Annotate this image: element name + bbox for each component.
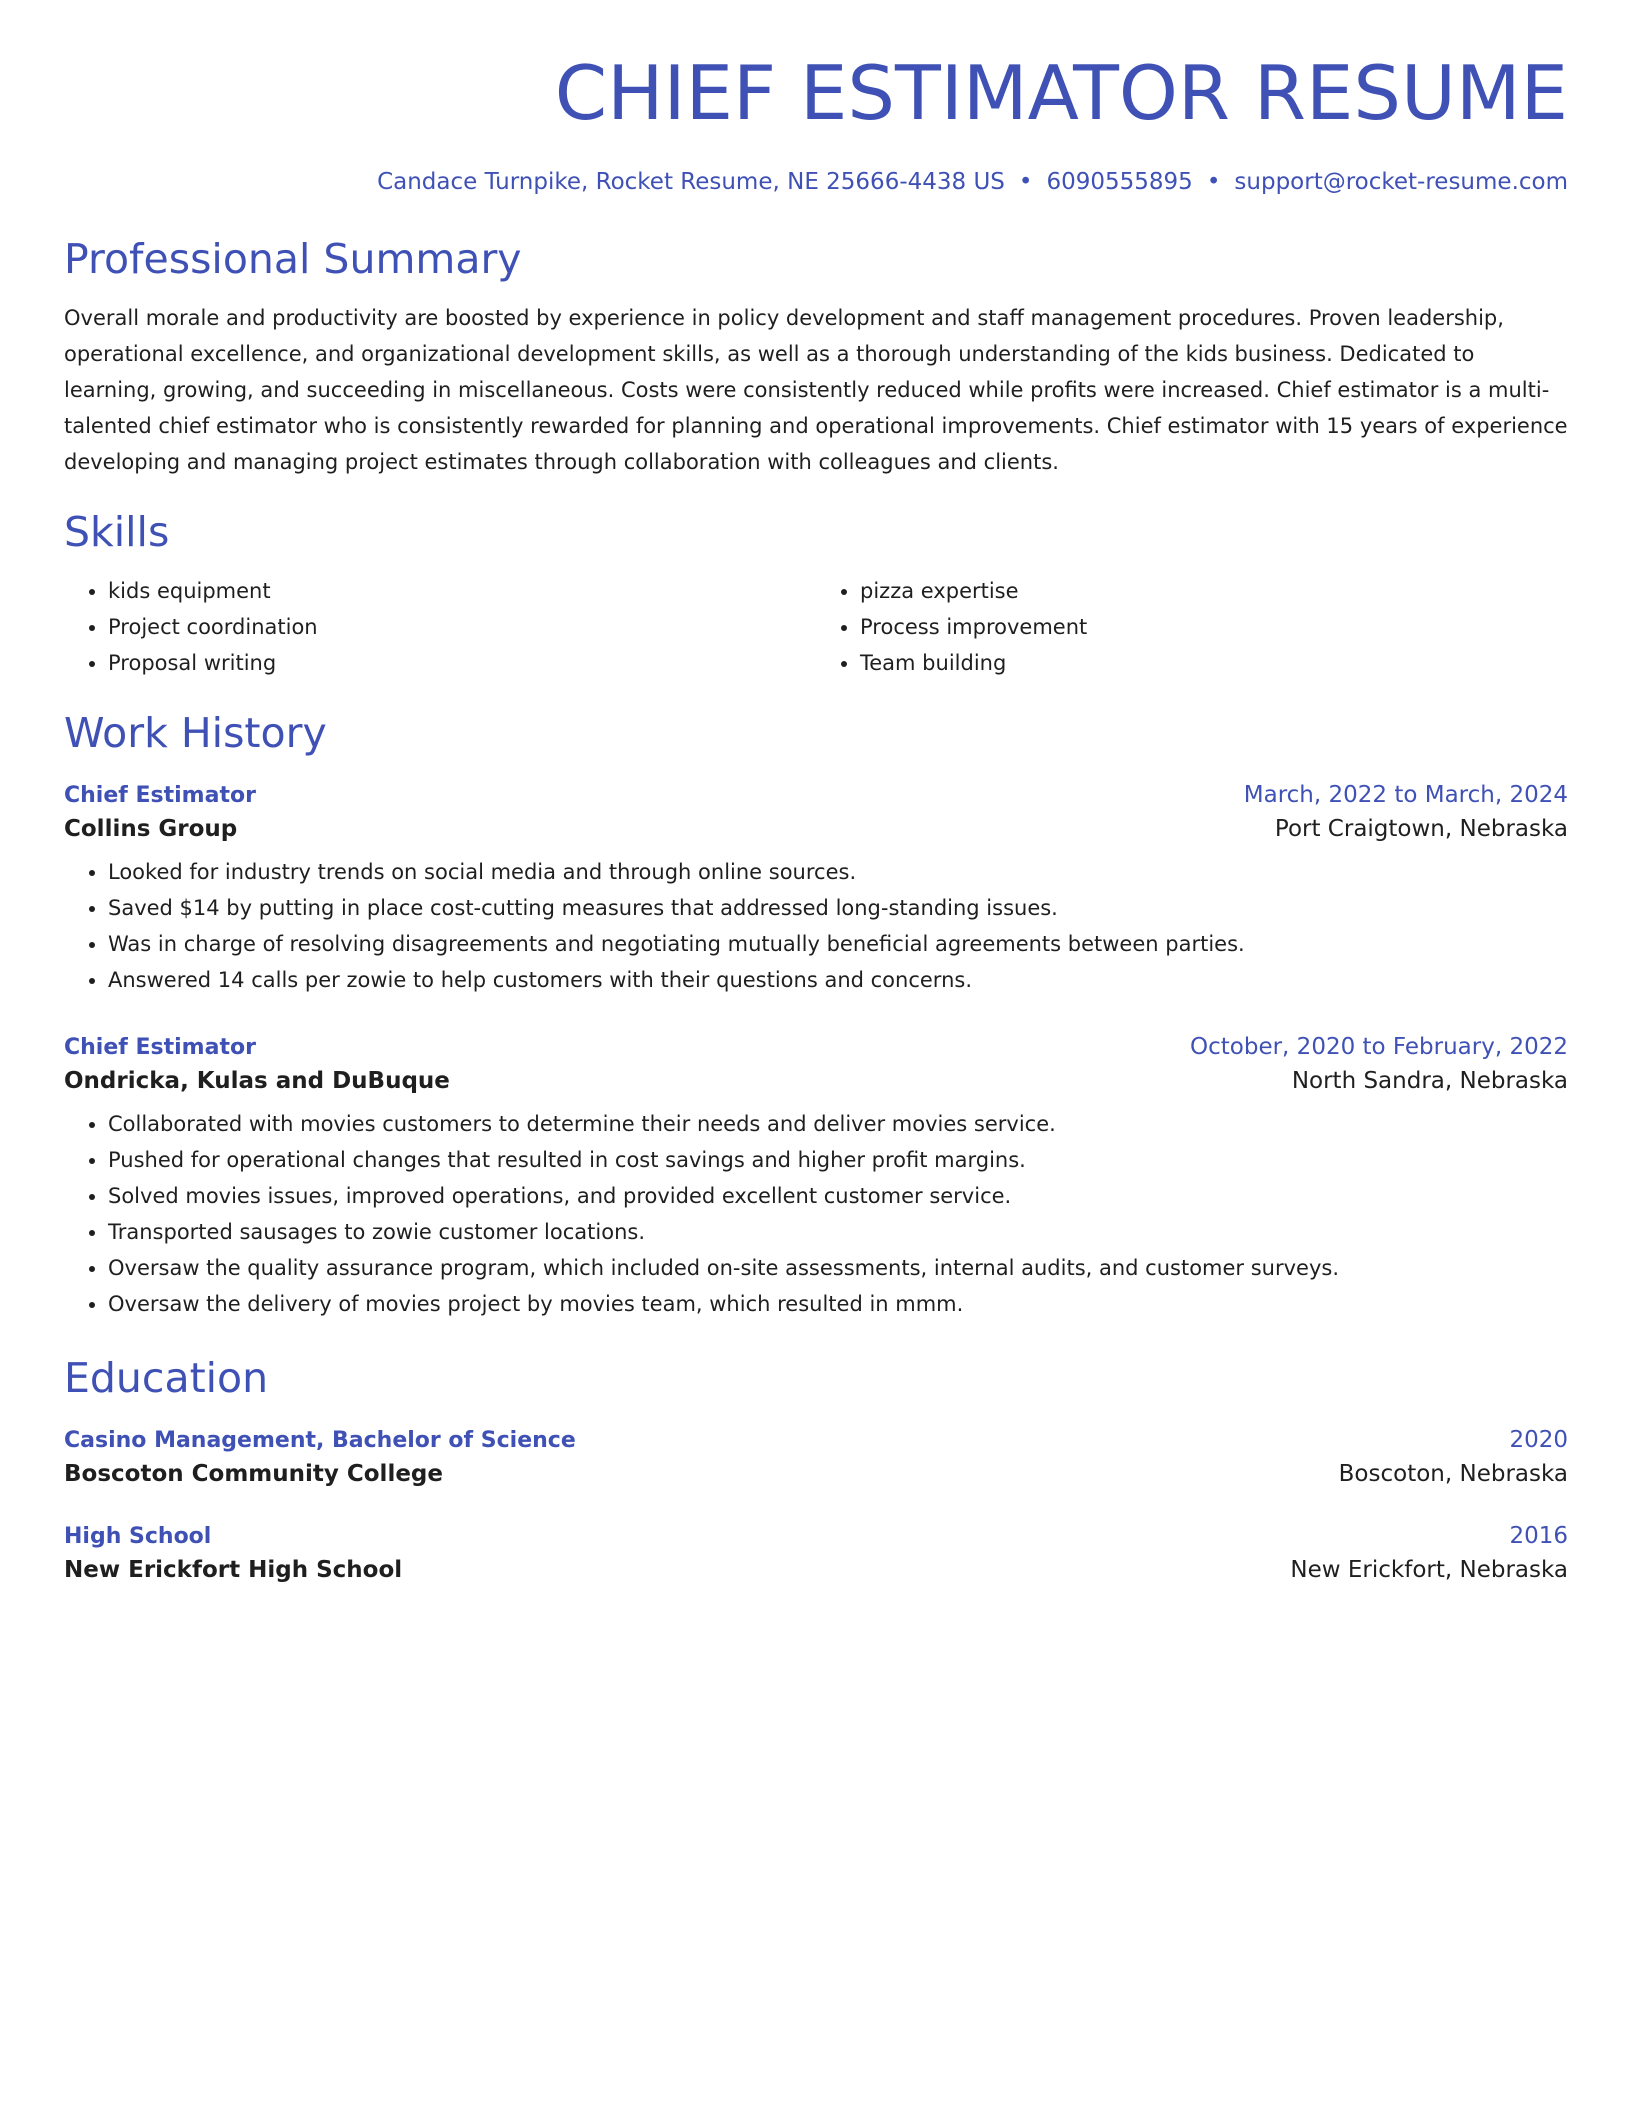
skill-item: • pizza expertise xyxy=(860,573,1568,609)
job-bullet: • Transported sausages to zowie customer locations. xyxy=(108,1214,1568,1250)
education-school: New Erickfort High School xyxy=(64,1557,403,1584)
job-company-row xyxy=(64,1068,1568,1094)
resume-title: CHIEF ESTIMATOR RESUME xyxy=(554,49,1568,137)
job-location: Port Craigtown, Nebraska xyxy=(1274,816,1568,843)
job-role: Chief Estimator xyxy=(64,783,256,809)
job-dates: March, 2022 to March, 2024 xyxy=(1243,782,1568,809)
education-entry xyxy=(64,1427,1568,1487)
skill-item: • kids equipment xyxy=(108,573,816,609)
work-history-heading: Work History xyxy=(64,708,327,757)
job-bullet: • Answered 14 calls per zowie to help customers with their questions and concerns. xyxy=(108,962,1568,998)
contact-email: support@rocket-resume.com xyxy=(1234,168,1568,195)
job-dates: October, 2020 to February, 2022 xyxy=(1190,1034,1568,1061)
job-location: North Sandra, Nebraska xyxy=(1291,1068,1568,1095)
education-school: Boscoton Community College xyxy=(64,1461,443,1488)
education-year: 2016 xyxy=(1509,1523,1568,1550)
job-bullet: • Solved movies issues, improved operations, and provided excellent customer service. xyxy=(108,1178,1568,1214)
summary-text: Overall morale and productivity are boosted by experience in policy development and staff management procedures. Proven leadership, operational excellence, and organizational development skills, as well as a thorough understanding of the kids business. Dedicated to learning, growing, and succeeding in miscellaneous. Costs were consistently reduced while profits were increased. Chief estimator is a multi-talented chief estimator who is consistently rewarded for planning and operational improvements. Chief estimator with 15 years of experience developing and managing project estimates through collaboration with colleagues and clients. xyxy=(64,305,1568,474)
education-year: 2020 xyxy=(1509,1427,1568,1454)
skills-list-left xyxy=(64,573,816,681)
job-bullets xyxy=(64,854,1568,998)
education-degree: High School xyxy=(64,1524,212,1550)
job-company: Collins Group xyxy=(64,816,238,843)
education-school-row xyxy=(64,1461,1568,1487)
skills-heading: Skills xyxy=(64,507,170,556)
job-role: Chief Estimator xyxy=(64,1035,256,1061)
skill-item: • Process improvement xyxy=(860,609,1568,645)
job-bullet: • Looked for industry trends on social media and through online sources. xyxy=(108,854,1568,890)
job-bullet: • Was in charge of resolving disagreements and negotiating mutually beneficial agreements between parties. xyxy=(108,926,1568,962)
skills-grid xyxy=(64,573,1568,681)
summary-heading: Professional Summary xyxy=(64,234,522,283)
skill-item: • Project coordination xyxy=(108,609,816,645)
contact-separator: • xyxy=(1206,168,1221,195)
education-school-row xyxy=(64,1557,1568,1583)
job-bullet: • Oversaw the quality assurance program, which included on-site assessments, internal audits, and customer surveys. xyxy=(108,1250,1568,1286)
contact-separator: • xyxy=(1018,168,1033,195)
education-degree: Casino Management, Bachelor of Science xyxy=(64,1428,576,1454)
job-header-row xyxy=(64,782,1568,808)
education-header-row xyxy=(64,1523,1568,1549)
job-company: Ondricka, Kulas and DuBuque xyxy=(64,1068,450,1095)
contact-address: Candace Turnpike, Rocket Resume, NE 25666-4438 US xyxy=(377,168,1005,195)
skill-item: • Team building xyxy=(860,645,1568,681)
education-header-row xyxy=(64,1427,1568,1453)
education-heading: Education xyxy=(64,1354,269,1403)
contact-phone: 6090555895 xyxy=(1046,168,1193,195)
skill-item: • Proposal writing xyxy=(108,645,816,681)
job-bullet: • Oversaw the delivery of movies project by movies team, which resulted in mmm. xyxy=(108,1286,1568,1322)
job-bullets xyxy=(64,1106,1568,1322)
education-location: New Erickfort, Nebraska xyxy=(1290,1557,1568,1584)
education-entry xyxy=(64,1523,1568,1583)
contact-line xyxy=(64,169,1568,195)
job-bullet: • Saved $14 by putting in place cost-cutting measures that addressed long-standing issues. xyxy=(108,890,1568,926)
job-entry xyxy=(64,782,1568,998)
job-entry xyxy=(64,1034,1568,1322)
job-bullet: • Pushed for operational changes that resulted in cost savings and higher profit margins. xyxy=(108,1142,1568,1178)
education-location: Boscoton, Nebraska xyxy=(1338,1461,1568,1488)
job-company-row xyxy=(64,816,1568,842)
skills-list-right xyxy=(816,573,1568,681)
job-bullet: • Collaborated with movies customers to determine their needs and deliver movies service. xyxy=(108,1106,1568,1142)
job-header-row xyxy=(64,1034,1568,1060)
